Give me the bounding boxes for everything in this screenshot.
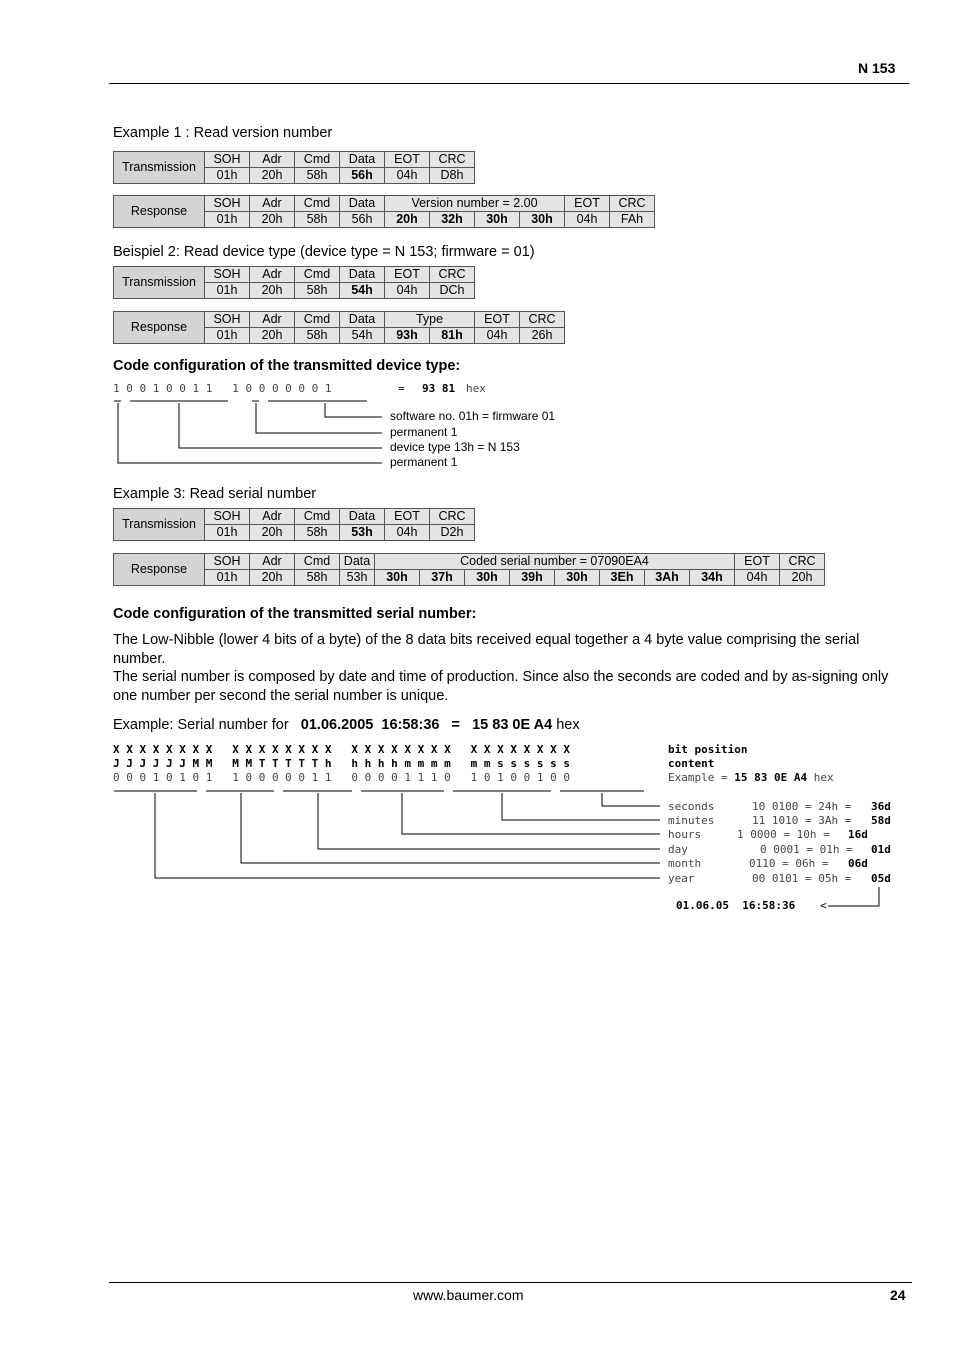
header-cell: Adr bbox=[250, 554, 295, 570]
serial-example-suffix: hex bbox=[556, 717, 580, 733]
value-cell: 58h bbox=[295, 168, 340, 184]
serial-config-paragraph-2: The serial number is composed by date and time of production. Since also the seconds are coded and by as-signing only one number per second the serial number is unique. bbox=[113, 669, 889, 704]
value-cell: 04h bbox=[385, 283, 430, 299]
bit-row-x: X X X X X X X X X X X X X X X X X X X X X X X X X X X X X X X X bbox=[113, 743, 570, 756]
value-cell: 39h bbox=[510, 570, 555, 586]
field-value: 11 1010 = 3Ah = bbox=[752, 814, 852, 827]
value-cell: 56h bbox=[340, 168, 385, 184]
device-type-hex: 93 81 bbox=[422, 382, 456, 395]
header-cell: EOT bbox=[385, 267, 430, 283]
field-name: day bbox=[668, 843, 688, 856]
value-cell: 81h bbox=[430, 328, 475, 344]
example3-title: Example 3: Read serial number bbox=[113, 486, 317, 502]
value-cell: 58h bbox=[295, 570, 340, 586]
serial-example-eq: = bbox=[451, 717, 461, 733]
serial-result-line: 01.06.05 16:58:36 bbox=[676, 899, 796, 912]
value-cell: 26h bbox=[520, 328, 565, 344]
label-example-suffix: hex bbox=[813, 771, 834, 784]
value-cell: 01h bbox=[205, 212, 250, 228]
header-cell: SOH bbox=[205, 509, 250, 525]
header-cell: Adr bbox=[250, 152, 295, 168]
value-cell: 53h bbox=[340, 525, 385, 541]
annotation-permanent: permanent 1 bbox=[390, 425, 458, 439]
header-cell: Data bbox=[340, 312, 385, 328]
value-cell: 53h bbox=[340, 570, 375, 586]
value-cell: D8h bbox=[430, 168, 475, 184]
header-cell: Cmd bbox=[295, 509, 340, 525]
header-cell: Cmd bbox=[295, 152, 340, 168]
value-cell: 37h bbox=[420, 570, 465, 586]
value-cell: 20h bbox=[780, 570, 825, 586]
header-cell: Adr bbox=[250, 509, 295, 525]
header-cell: Cmd bbox=[295, 312, 340, 328]
value-cell: 01h bbox=[205, 168, 250, 184]
field-result: 01d bbox=[871, 843, 891, 856]
value-cell: 54h bbox=[340, 283, 385, 299]
header-cell: Adr bbox=[250, 267, 295, 283]
serial-config-heading: Code configuration of the transmitted serial number: bbox=[113, 606, 477, 622]
field-value: 10 0100 = 24h = bbox=[752, 800, 852, 813]
field-name: minutes bbox=[668, 814, 715, 827]
serial-example-hex: 15 83 0E A4 bbox=[472, 717, 553, 733]
value-cell: 58h bbox=[295, 283, 340, 299]
row-label: Transmission bbox=[114, 152, 205, 184]
field-result: 36d bbox=[871, 800, 891, 813]
device-type-heading: Code configuration of the transmitted device type: bbox=[113, 358, 461, 374]
value-cell: 3Ah bbox=[645, 570, 690, 586]
value-cell: 04h bbox=[385, 525, 430, 541]
header-cell: SOH bbox=[205, 312, 250, 328]
value-cell: DCh bbox=[430, 283, 475, 299]
header-cell: Data bbox=[340, 267, 385, 283]
device-type-equals: = bbox=[398, 382, 405, 395]
header-cell: Data bbox=[340, 152, 385, 168]
field-result: 58d bbox=[871, 814, 891, 827]
serial-config-paragraph-1: The Low-Nibble (lower 4 bits of a byte) of the 8 data bits received equal together a 4 byte value comprising the serial number. bbox=[113, 632, 860, 667]
field-value: 0 0001 = 01h = bbox=[760, 843, 853, 856]
label-bit-position: bit position bbox=[668, 743, 748, 756]
header-cell: Coded serial number = 07090EA4 bbox=[375, 554, 735, 570]
field-value: 00 0101 = 05h = bbox=[752, 872, 852, 885]
row-label: Response bbox=[114, 196, 205, 228]
header-cell: EOT bbox=[735, 554, 780, 570]
header-cell: CRC bbox=[780, 554, 825, 570]
value-cell: 20h bbox=[250, 168, 295, 184]
example2-title: Beispiel 2: Read device type (device type = N 153; firmware = 01) bbox=[113, 244, 535, 260]
field-name: hours bbox=[668, 828, 702, 841]
value-cell: 30h bbox=[465, 570, 510, 586]
header-cell: Adr bbox=[250, 196, 295, 212]
header-cell: EOT bbox=[385, 509, 430, 525]
example1-title: Example 1 : Read version number bbox=[113, 125, 333, 141]
field-value: 1 0000 = 10h = bbox=[737, 828, 830, 841]
header-cell: Data bbox=[340, 196, 385, 212]
header-cell: SOH bbox=[205, 152, 250, 168]
field-name: year bbox=[668, 872, 695, 885]
header-cell: SOH bbox=[205, 554, 250, 570]
value-cell: 54h bbox=[340, 328, 385, 344]
field-name: seconds bbox=[668, 800, 715, 813]
annotation-software: software no. 01h = firmware 01 bbox=[390, 409, 556, 423]
value-cell: 01h bbox=[205, 283, 250, 299]
value-cell: 30h bbox=[475, 212, 520, 228]
value-cell: 30h bbox=[520, 212, 565, 228]
document-id: N 153 bbox=[858, 60, 896, 76]
field-value: 0110 = 06h = bbox=[749, 857, 829, 870]
value-cell: 58h bbox=[295, 328, 340, 344]
header-cell: Data bbox=[340, 554, 375, 570]
header-cell: EOT bbox=[475, 312, 520, 328]
header-cell: Cmd bbox=[295, 554, 340, 570]
header-cell: Version number = 2.00 bbox=[385, 196, 565, 212]
value-cell: 58h bbox=[295, 525, 340, 541]
row-label: Response bbox=[114, 312, 205, 344]
value-cell: 3Eh bbox=[600, 570, 645, 586]
header-cell: EOT bbox=[565, 196, 610, 212]
value-cell: 04h bbox=[565, 212, 610, 228]
value-cell: 20h bbox=[250, 212, 295, 228]
value-cell: 01h bbox=[205, 328, 250, 344]
header-cell: CRC bbox=[430, 152, 475, 168]
bit-row-values: 0 0 0 1 0 1 0 1 1 0 0 0 0 0 1 1 0 0 0 0 1 1 1 0 1 0 1 0 0 1 0 0 bbox=[113, 771, 570, 784]
header-cell: Cmd bbox=[295, 267, 340, 283]
footer-rule bbox=[109, 1282, 912, 1283]
field-name: month bbox=[668, 857, 702, 870]
value-cell: 32h bbox=[430, 212, 475, 228]
bit-row-content: J J J J J J M M M M T T T T T h h h h h m m m m m m s s s s s s bbox=[113, 757, 570, 770]
value-cell: 56h bbox=[340, 212, 385, 228]
value-cell: 01h bbox=[205, 570, 250, 586]
header-cell: SOH bbox=[205, 196, 250, 212]
serial-example-prefix: Example: Serial number for bbox=[113, 717, 289, 733]
value-cell: 30h bbox=[375, 570, 420, 586]
header-cell: CRC bbox=[430, 509, 475, 525]
value-cell: 30h bbox=[555, 570, 600, 586]
value-cell: 04h bbox=[385, 168, 430, 184]
value-cell: 20h bbox=[250, 570, 295, 586]
field-result: 16d bbox=[848, 828, 868, 841]
header-cell: CRC bbox=[520, 312, 565, 328]
field-result: 06d bbox=[848, 857, 868, 870]
row-label: Transmission bbox=[114, 267, 205, 299]
value-cell: 93h bbox=[385, 328, 430, 344]
value-cell: 58h bbox=[295, 212, 340, 228]
value-cell: 04h bbox=[475, 328, 520, 344]
device-type-hex-suffix: hex bbox=[466, 382, 486, 395]
label-content: content bbox=[668, 757, 715, 770]
footer-url: www.baumer.com bbox=[413, 1287, 524, 1303]
value-cell: 01h bbox=[205, 525, 250, 541]
row-label: Transmission bbox=[114, 509, 205, 541]
value-cell: 20h bbox=[250, 283, 295, 299]
value-cell: 34h bbox=[690, 570, 735, 586]
value-cell: 20h bbox=[385, 212, 430, 228]
value-cell: 04h bbox=[735, 570, 780, 586]
header-cell: Data bbox=[340, 509, 385, 525]
header-cell: Adr bbox=[250, 312, 295, 328]
label-example-hex: 15 83 0E A4 bbox=[734, 771, 808, 784]
serial-example-date: 01.06.2005 16:58:36 bbox=[300, 717, 440, 733]
value-cell: 20h bbox=[250, 328, 295, 344]
result-arrow-icon: < bbox=[820, 899, 827, 912]
header-cell: Type bbox=[385, 312, 475, 328]
value-cell: 20h bbox=[250, 525, 295, 541]
header-cell: SOH bbox=[205, 267, 250, 283]
page-number: 24 bbox=[890, 1287, 906, 1303]
header-cell: CRC bbox=[430, 267, 475, 283]
annotation-device-type: device type 13h = N 153 bbox=[390, 440, 520, 454]
annotation-permanent: permanent 1 bbox=[390, 455, 458, 469]
row-label: Response bbox=[114, 554, 205, 586]
label-example-prefix: Example = bbox=[668, 771, 728, 784]
device-type-bits: 1 0 0 1 0 0 1 1 1 0 0 0 0 0 0 1 bbox=[113, 382, 332, 395]
header-cell: Cmd bbox=[295, 196, 340, 212]
value-cell: D2h bbox=[430, 525, 475, 541]
header-cell: EOT bbox=[385, 152, 430, 168]
value-cell: FAh bbox=[610, 212, 655, 228]
field-result: 05d bbox=[871, 872, 891, 885]
header-cell: CRC bbox=[610, 196, 655, 212]
